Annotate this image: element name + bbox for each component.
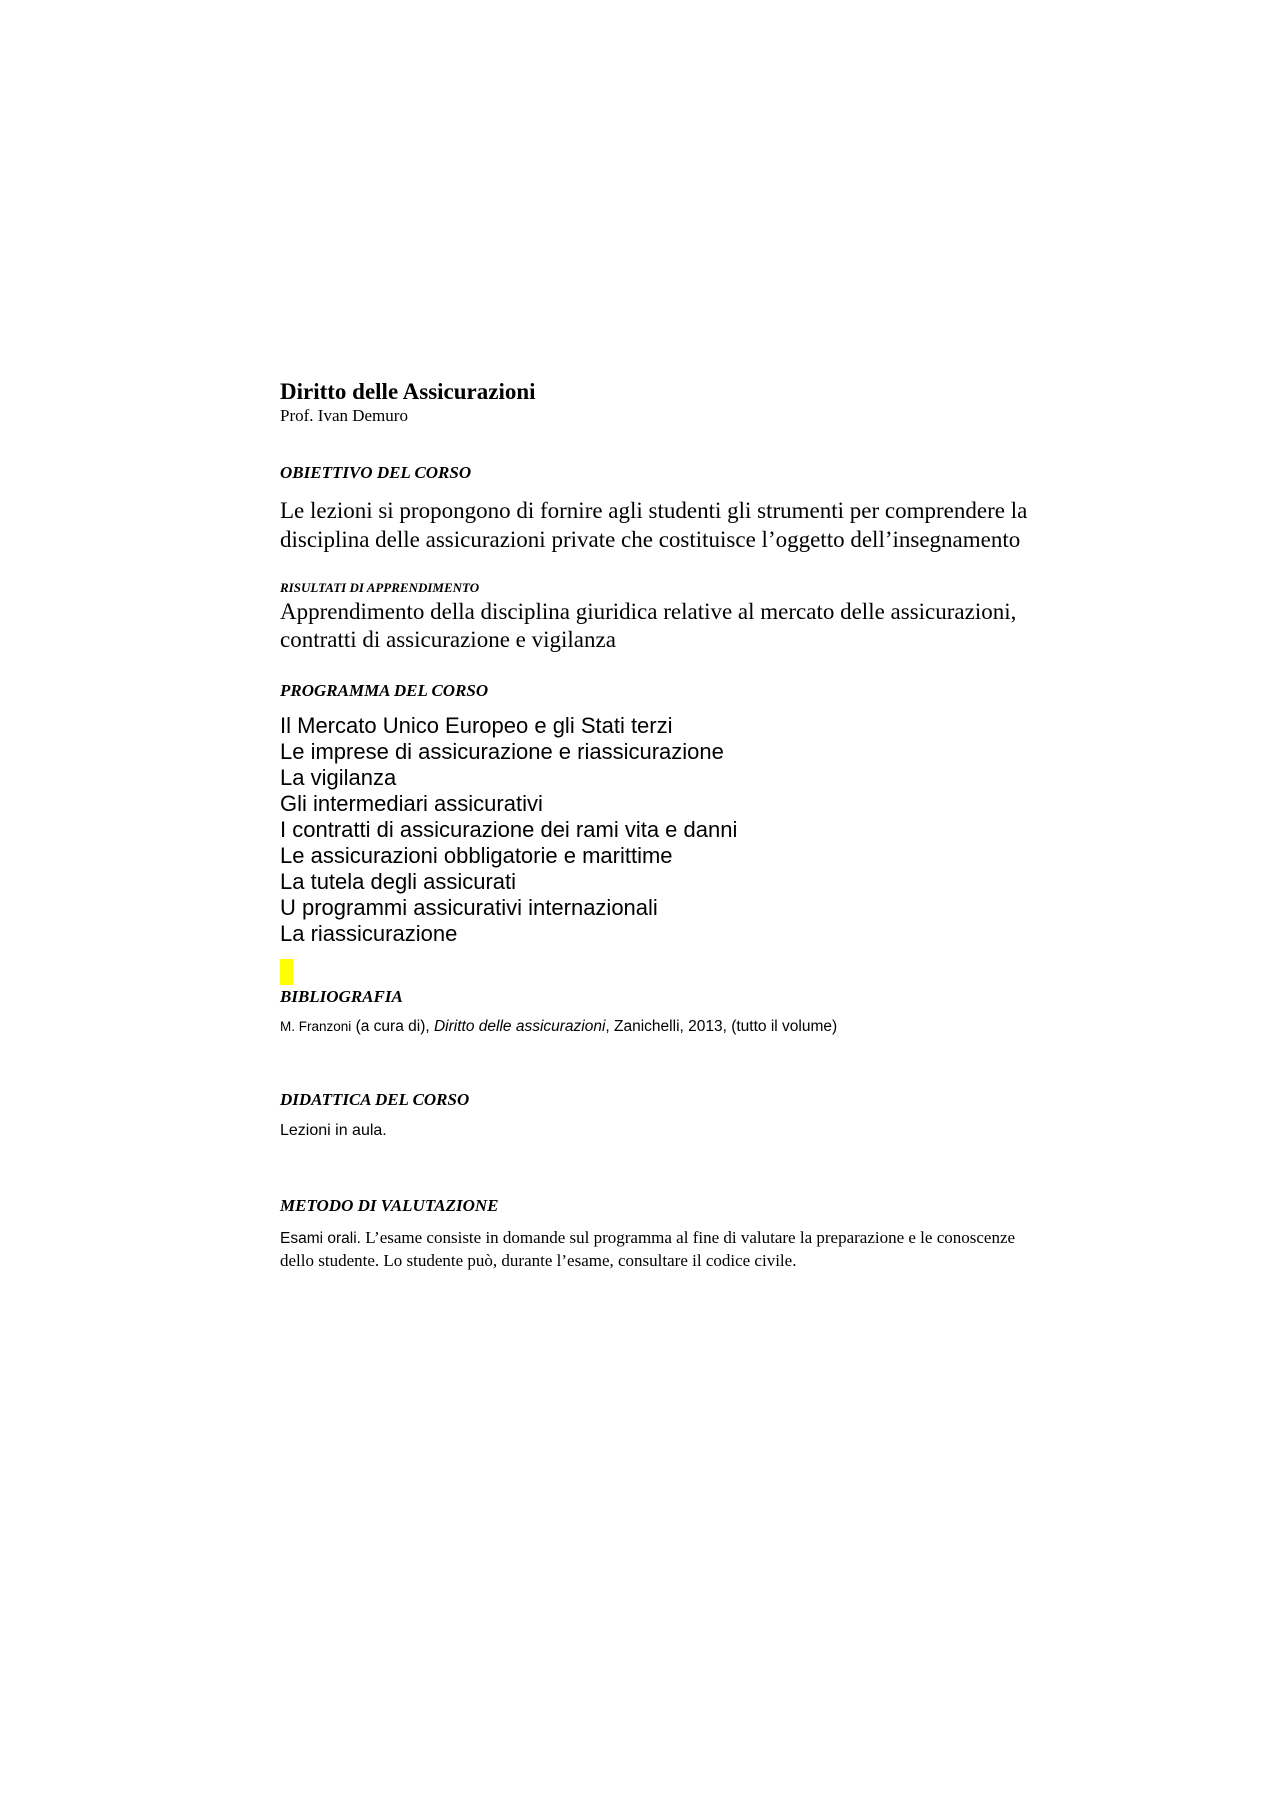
document-title: Diritto delle Assicurazioni <box>280 379 536 404</box>
text-cursor-highlight <box>280 959 293 985</box>
bibliography-details: , Zanichelli, 2013, (tutto il volume) <box>605 1018 838 1035</box>
evaluation-lead: Esami orali. <box>280 1230 361 1247</box>
bibliography-editor-note: (a cura di), <box>351 1018 434 1035</box>
evaluation-heading: METODO DI VALUTAZIONE <box>280 1196 499 1215</box>
list-item: Gli intermediari assicurativi <box>280 791 543 816</box>
objective-line: disciplina delle assicurazioni private che costituisce l’oggetto dell’insegnamento <box>280 527 1021 552</box>
results-heading: RISULTATI DI APPRENDIMENTO <box>280 580 480 595</box>
list-item: Il Mercato Unico Europeo e gli Stati terzi <box>280 713 673 738</box>
bibliography-entry <box>280 1017 1040 1037</box>
didactic-text: Lezioni in aula. <box>280 1122 387 1139</box>
didactic-heading: DIDATTICA DEL CORSO <box>280 1090 470 1109</box>
evaluation-text <box>280 1227 1040 1272</box>
objective-line: Le lezioni si propongono di fornire agli studenti gli strumenti per comprendere la <box>280 498 1028 523</box>
list-item: La tutela degli assicurati <box>280 869 517 894</box>
list-item: Le imprese di assicurazione e riassicurazione <box>280 739 724 764</box>
list-item: U programmi assicurativi internazionali <box>280 895 658 920</box>
program-list <box>280 713 1040 947</box>
list-item: Le assicurazioni obbligatorie e marittime <box>280 843 673 868</box>
results-text: Apprendimento della disciplina giuridica relative al mercato delle assicurazioni, contratti di assicurazione e vigilanza <box>280 599 1017 652</box>
document-page <box>280 378 1040 1272</box>
evaluation-body: L’esame consiste in domande sul programma al fine di valutare la preparazione e le conoscenze dello studente. Lo studente può, durante l’esame, consultare il codice civile. <box>280 1228 1016 1270</box>
program-heading: PROGRAMMA DEL CORSO <box>280 681 489 700</box>
objective-heading: OBIETTIVO DEL CORSO <box>280 463 472 482</box>
objective-text <box>280 496 1040 554</box>
bibliography-author: M. Franzoni <box>280 1019 352 1034</box>
bibliography-book-title: Diritto delle assicurazioni <box>433 1018 606 1035</box>
list-item: La vigilanza <box>280 765 397 790</box>
bibliography-heading: BIBLIOGRAFIA <box>280 987 403 1006</box>
list-item: La riassicurazione <box>280 921 458 946</box>
document-author: Prof. Ivan Demuro <box>280 406 408 425</box>
list-item: I contratti di assicurazione dei rami vita e danni <box>280 817 738 842</box>
